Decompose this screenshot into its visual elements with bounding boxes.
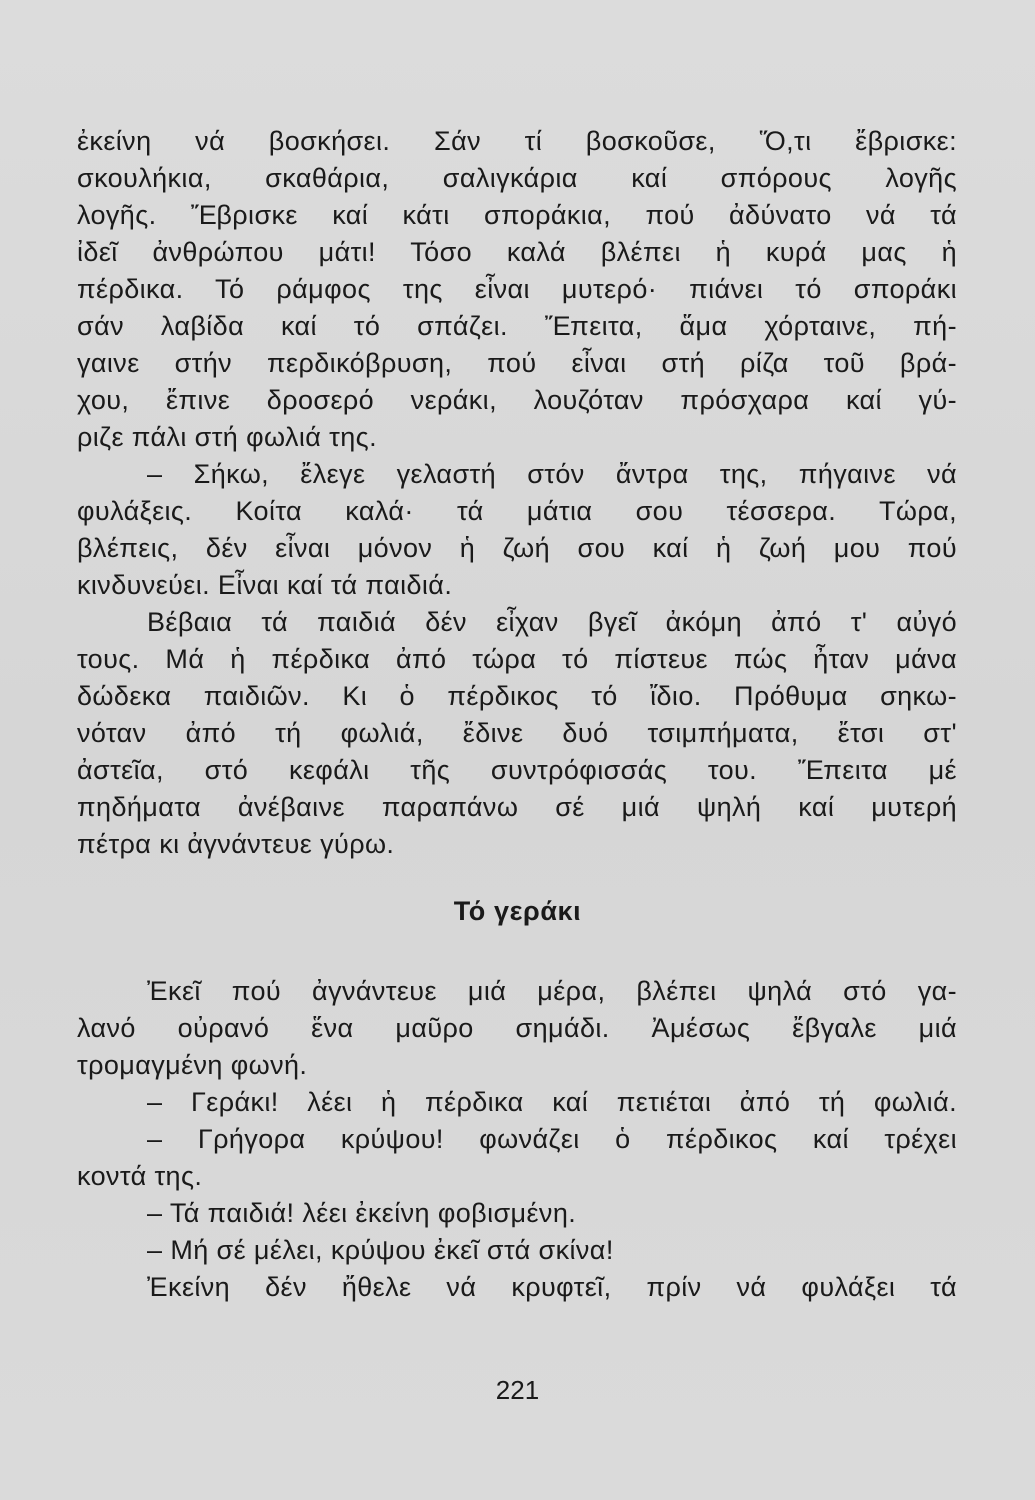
dialogue-line: – Μή σέ μέλει, κρύψου ἐκεῖ στά σκίνα! [147, 1235, 614, 1265]
text-line: ριζε πάλι στή φωλιά της. [77, 422, 377, 452]
text-line: χου, ἔπινε δροσερό νεράκι, λουζόταν πρόσχαρα καί γύ- [77, 385, 957, 415]
text-line: ἀστεῖα, στό κεφάλι τῆς συντρόφισσάς του. Ἔπειτα μέ [77, 755, 957, 785]
text-line: Ἐκείνη δέν ἤθελε νά κρυφτεῖ, πρίν νά φυλάξει τά [147, 1272, 957, 1302]
text-line: λογῆς. Ἔβρισκε καί κάτι σποράκια, πού ἀδύνατο νά τά [77, 200, 957, 230]
dialogue-line: – Γεράκι! λέει ἡ πέρδικα καί πετιέται ἀπό τή φωλιά. [147, 1087, 957, 1117]
text-line: λανό οὐρανό ἕνα μαῦρο σημάδι. Ἀμέσως ἔβγαλε μιά [77, 1013, 957, 1043]
text-line: δώδεκα παιδιῶν. Κι ὁ πέρδικος τό ἴδιο. Πρόθυμα σηκω- [77, 681, 957, 711]
text-line: ἐκείνη νά βοσκήσει. Σάν τί βοσκοῦσε, Ὅ,τι ἔβρισκε: [77, 126, 957, 156]
dialogue-line: – Τά παιδιά! λέει ἐκείνη φοβισμένη. [147, 1198, 577, 1228]
dialogue-line: – Γρήγορα κρύψου! φωνάζει ὁ πέρδικος καί τρέχει [147, 1124, 957, 1154]
text-line: βλέπεις, δέν εἶναι μόνον ἡ ζωή σου καί ἡ ζωή μου πού [77, 533, 957, 563]
text-line: τρομαγμένη φωνή. [77, 1050, 308, 1080]
section-title: Τό γεράκι [453, 896, 582, 926]
text-line: – Σήκω, ἔλεγε γελαστή στόν ἄντρα της, πήγαινε νά [147, 459, 957, 489]
text-line: τους. Μά ἡ πέρδικα ἀπό τώρα τό πίστευε πώς ἦταν μάνα [77, 644, 957, 674]
text-line: γαινε στήν περδικόβρυση, πού εἶναι στή ρίζα τοῦ βρά- [77, 348, 957, 378]
body-text-top [77, 123, 957, 863]
text-line: πηδήματα ἀνέβαινε παραπάνω σέ μιά ψηλή καί μυτερή [77, 792, 957, 822]
text-line: φυλάξεις. Κοίτα καλά· τά μάτια σου τέσσερα. Τώρα, [77, 496, 957, 526]
text-line: σάν λαβίδα καί τό σπάζει. Ἔπειτα, ἅμα χόρταινε, πή- [77, 311, 957, 341]
text-line: ἰδεῖ ἀνθρώπου μάτι! Τόσο καλά βλέπει ἡ κυρά μας ἡ [77, 237, 957, 267]
text-line: νόταν ἀπό τή φωλιά, ἔδινε δυό τσιμπήματα, ἔτσι στ' [77, 718, 957, 748]
text-line: πέρδικα. Τό ράμφος της εἶναι μυτερό· πιάνει τό σποράκι [77, 274, 957, 304]
page-number: 221 [495, 1375, 540, 1405]
text-line: Ἐκεῖ πού ἀγνάντευε μιά μέρα, βλέπει ψηλά στό γα- [147, 976, 957, 1006]
text-line: κινδυνεύει. Εἶναι καί τά παιδιά. [77, 570, 453, 600]
text-line: κοντά της. [77, 1161, 203, 1191]
text-line: Βέβαια τά παιδιά δέν εἶχαν βγεῖ ἀκόμη ἀπό τ' αὐγό [147, 607, 957, 637]
text-line: σκουλήκια, σκαθάρια, σαλιγκάρια καί σπόρους λογῆς [77, 163, 957, 193]
text-line: πέτρα κι ἀγνάντευε γύρω. [77, 829, 395, 859]
body-text-bottom [77, 973, 957, 1306]
